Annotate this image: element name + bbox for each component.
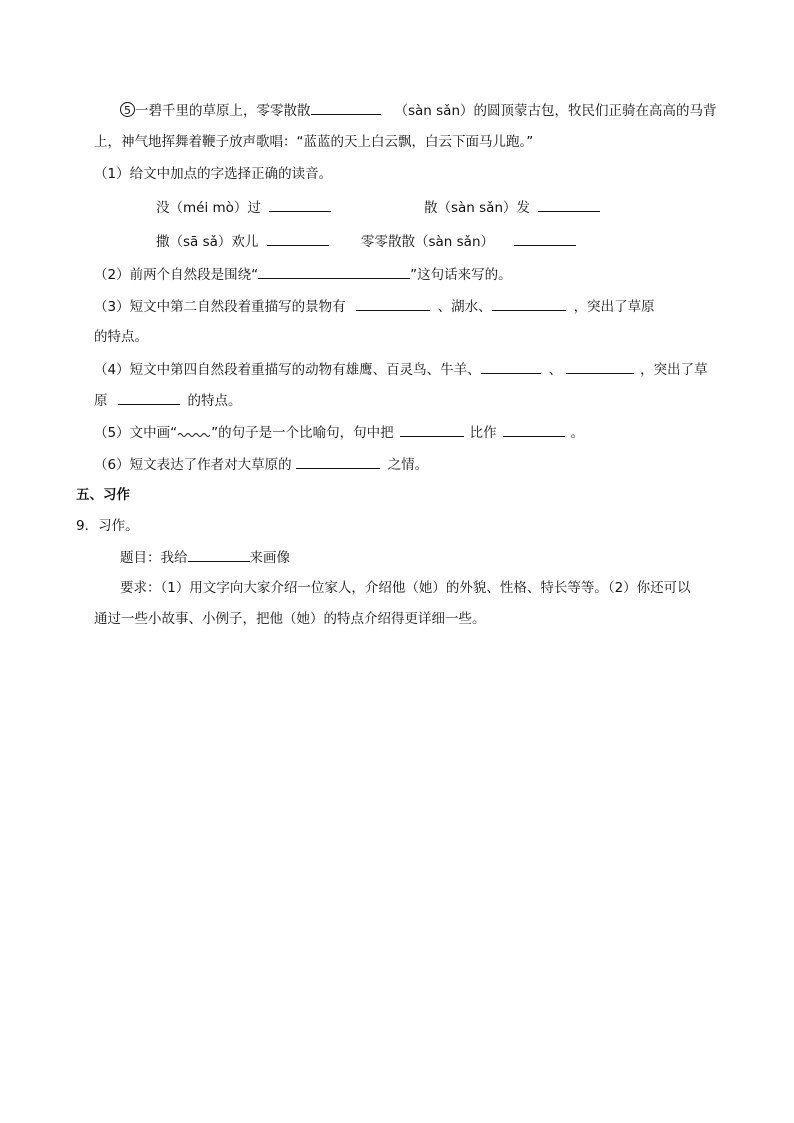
question-text: （3）短文中第二自然段着重描写的景物有 <box>94 299 346 315</box>
essay-title-text: 题目：我给 <box>120 550 188 566</box>
passage-line-1 <box>120 100 717 121</box>
wavy-underline-icon <box>177 428 211 438</box>
option-text: 零零散散（sàn sǎn） <box>361 234 495 250</box>
question-3-line-2: 的特点。 <box>94 329 148 345</box>
answer-blank[interactable] <box>503 422 565 437</box>
question-1-option-2 <box>424 197 600 218</box>
answer-blank[interactable] <box>492 296 566 311</box>
answer-blank[interactable] <box>118 390 180 405</box>
question-1-option-4 <box>361 231 576 252</box>
question-text: 原 <box>94 393 108 409</box>
question-4-line-2 <box>94 390 242 411</box>
question-6 <box>94 454 428 475</box>
section-heading: 五、习作 <box>76 487 130 503</box>
answer-blank[interactable] <box>311 100 381 115</box>
question-1-option-1 <box>156 197 331 218</box>
answer-blank[interactable] <box>538 197 600 212</box>
answer-blank[interactable] <box>267 231 329 246</box>
question-1-option-3 <box>156 231 329 252</box>
answer-blank[interactable] <box>400 422 464 437</box>
question-3-line-1 <box>94 296 655 317</box>
option-text: 撒（sā sǎ）欢儿 <box>156 234 259 250</box>
question-4-line-1 <box>94 359 708 380</box>
question-text: ”的句子是一个比喻句，句中把 <box>211 425 394 441</box>
question-text: 之情。 <box>387 457 429 473</box>
question-2 <box>94 264 512 285</box>
question-text: ，突出了草 <box>640 362 708 378</box>
question-5 <box>94 422 584 443</box>
question-text: 。 <box>570 425 585 441</box>
passage-line-2: 上，神气地挥舞着鞭子放声歌唱：“蓝蓝的天上白云飘，白云下面马儿跑。” <box>94 134 534 150</box>
answer-blank[interactable] <box>566 359 634 374</box>
essay-requirements-line-1: 要求：（1）用文字向大家介绍一位家人，介绍他（她）的外貌、性格、特长等等。（2）你还可以 <box>120 580 691 596</box>
option-text: 没（méi mò）过 <box>156 200 261 216</box>
option-text: 散（sàn sǎn）发 <box>424 200 531 216</box>
question-text: （6）短文表达了作者对大草原的 <box>94 457 292 473</box>
question-text: 、 <box>548 362 563 378</box>
question-text: （4）短文中第四自然段着重描写的动物有雄鹰、百灵鸟、牛羊、 <box>94 362 481 378</box>
question-9-label: 9．习作。 <box>76 518 139 534</box>
essay-title-text: 来画像 <box>249 550 290 566</box>
answer-blank[interactable] <box>258 264 410 279</box>
passage-text: 一碧千里的草原上，零零散散 <box>135 103 311 119</box>
question-1-prompt: （1）给文中加点的字选择正确的读音。 <box>94 166 333 182</box>
question-text: ，突出了草原 <box>573 299 655 315</box>
passage-text: （sàn sǎn）的圆顶蒙古包，牧民们正骑在高高的马背 <box>394 103 717 119</box>
question-text: 比作 <box>469 425 497 441</box>
answer-blank[interactable] <box>514 231 576 246</box>
answer-blank[interactable] <box>188 547 250 562</box>
question-text: ”这句话来写的。 <box>410 267 512 283</box>
essay-requirements-line-2: 通过一些小故事、小例子，把他（她）的特点介绍得更详细一些。 <box>94 611 486 627</box>
question-text: （2）前两个自然段是围绕“ <box>94 267 259 283</box>
answer-blank[interactable] <box>356 296 430 311</box>
essay-title <box>120 547 290 568</box>
paragraph-number-marker: 5 <box>120 102 135 117</box>
question-text: 、湖水、 <box>437 299 492 315</box>
question-text: （5）文中画“ <box>94 425 178 441</box>
answer-blank[interactable] <box>296 454 380 469</box>
question-text: 的特点。 <box>187 393 242 409</box>
answer-blank[interactable] <box>481 359 541 374</box>
answer-blank[interactable] <box>269 197 331 212</box>
